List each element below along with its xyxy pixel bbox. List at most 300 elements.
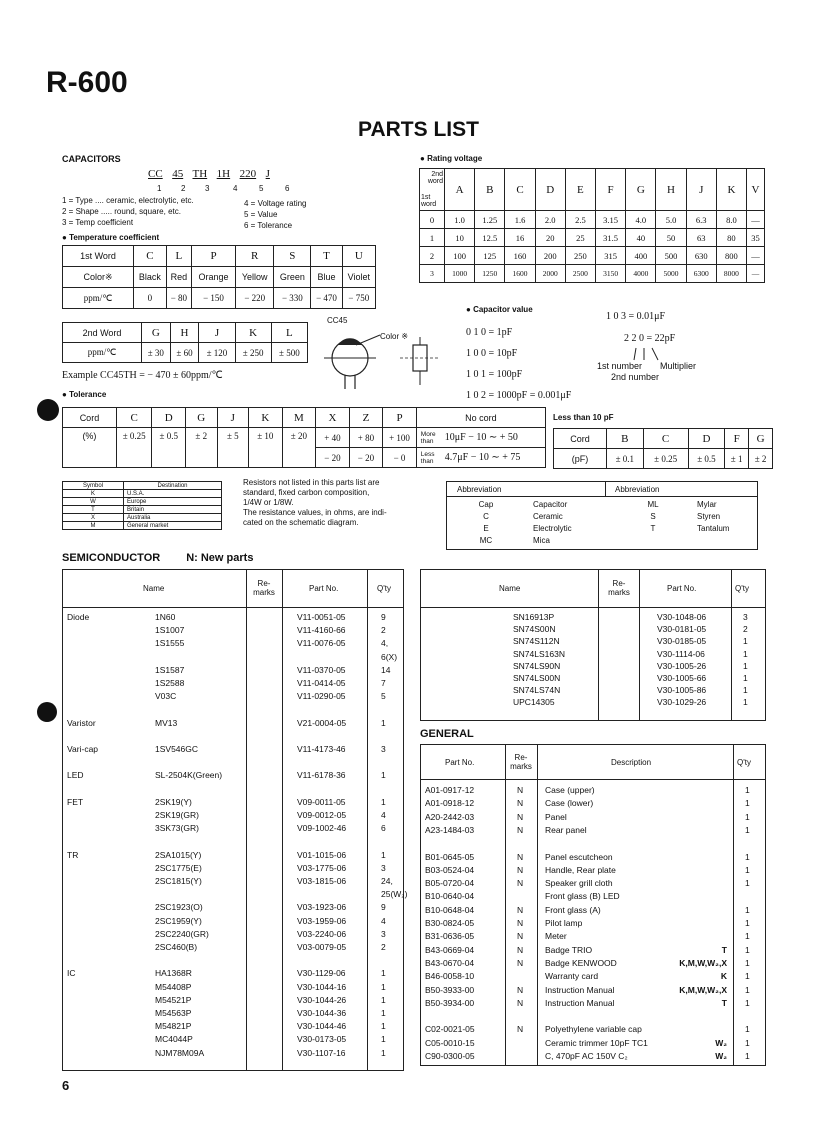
- general-remarks: N: [517, 944, 524, 955]
- abbrev-header: Abbreviation: [457, 485, 502, 494]
- semi-part-no: V11-0051-05: [297, 612, 346, 622]
- table-row: [421, 985, 765, 998]
- cell: S: [274, 246, 311, 267]
- cell: 16: [505, 229, 535, 247]
- cell: K: [235, 323, 271, 343]
- semi-name: 2SC460(B): [155, 942, 198, 952]
- destination-table: [62, 481, 222, 530]
- general-part-no: C02-0021-05: [425, 1024, 475, 1035]
- semi-name: 2SK19(GR): [155, 810, 199, 820]
- general-destination: K,M,W,W₂,X: [679, 957, 727, 968]
- semi-qty: 3: [381, 744, 386, 754]
- cell: + 80: [349, 428, 383, 448]
- general-description: Case (lower): [545, 798, 594, 809]
- semi-qty: 9: [381, 612, 386, 622]
- semi-qty: 1: [743, 673, 748, 683]
- cell: H: [170, 323, 199, 343]
- table-row: [421, 905, 765, 918]
- table-row: [63, 810, 403, 823]
- cell: Orange: [191, 267, 235, 288]
- general-part-no: B46-0058-10: [425, 971, 475, 982]
- general-col-header: Re-marks: [510, 753, 532, 771]
- table-row: [421, 865, 765, 878]
- semi-part-no: V11-0076-05: [297, 638, 346, 649]
- table-row: [420, 229, 765, 247]
- general-col-header: Part No.: [445, 758, 475, 767]
- general-description: Polyethylene variable cap: [545, 1024, 642, 1035]
- semi-col-header: Part No.: [667, 584, 697, 593]
- more-than-label: More than: [420, 430, 436, 445]
- semi-part-no: V30-1107-16: [297, 1047, 346, 1058]
- temp-coefficient-table-1: [62, 245, 376, 309]
- table-row: [63, 638, 403, 651]
- semi-part-no: V11-0370-05: [297, 664, 346, 675]
- semi-category: Vari-cap: [67, 744, 99, 754]
- table-row: [421, 798, 765, 811]
- general-part-no: A01-0917-12: [425, 785, 475, 795]
- semi-part-no: V30-1044-26: [297, 994, 347, 1005]
- value-line: 0 1 0 = 1pF: [466, 327, 513, 338]
- more-than-value: 10μF − 10 ∼ + 50: [444, 431, 518, 443]
- general-remarks: N: [517, 904, 524, 915]
- table-row: [421, 785, 765, 798]
- abbrev-row: [447, 523, 757, 535]
- semi-qty: 1: [381, 1021, 386, 1032]
- general-part-no: C90-0300-05: [425, 1051, 475, 1061]
- cell: 100: [445, 247, 475, 265]
- abbreviation-table: [446, 481, 758, 550]
- corner-top: 2nd word: [427, 171, 443, 185]
- table-row: [421, 931, 765, 944]
- note-line: The resistance values, in ohms, are indi-: [243, 508, 387, 517]
- abbrev-body: [447, 499, 757, 547]
- semi-qty: 4,: [381, 638, 389, 649]
- abbrev-meaning: Capacitor: [533, 500, 568, 509]
- semi-part-no: V30-1005-86: [657, 685, 707, 696]
- cell: C: [116, 408, 152, 428]
- cell: L: [166, 246, 191, 267]
- semi-header-divider: [421, 607, 765, 608]
- semi-name: V03C: [155, 691, 177, 702]
- cell: 50: [656, 229, 686, 247]
- cell: Yellow: [236, 267, 274, 288]
- semi-name: MV13: [155, 717, 178, 728]
- general-header-divider: [421, 779, 765, 780]
- general-heading: GENERAL: [420, 728, 474, 740]
- rating-heading-text: Rating voltage: [427, 154, 483, 163]
- table-row: [63, 506, 222, 514]
- general-part-no: B43-0669-04: [425, 944, 475, 955]
- semi-name: 1S1587: [155, 664, 185, 675]
- general-qty: 1: [745, 997, 750, 1008]
- table-row: [421, 852, 765, 865]
- general-qty: 1: [745, 798, 750, 809]
- resistor-note: [243, 478, 387, 528]
- value-arrows: [628, 346, 668, 362]
- cell: X: [316, 408, 350, 428]
- general-qty: 1: [745, 984, 750, 995]
- cell: Australia: [124, 514, 222, 522]
- value-line: 1 0 2 = 1000pF = 0.001μF: [466, 390, 572, 401]
- cell: Z: [349, 408, 383, 428]
- general-description: Instruction Manual: [545, 997, 615, 1008]
- abbrev-row: [447, 499, 757, 511]
- table-row: [63, 482, 222, 490]
- semi-col-header: Re-marks: [608, 579, 630, 597]
- cell: 8000: [716, 265, 746, 283]
- semi-qty: 4: [381, 810, 386, 820]
- abbrev-row: [447, 511, 757, 523]
- table-row: [421, 1024, 765, 1037]
- cell: − 20: [316, 448, 350, 468]
- table-row: [63, 876, 403, 889]
- general-qty: 1: [745, 957, 750, 968]
- cell: Cord: [63, 408, 117, 428]
- general-part-no: B03-0524-04: [425, 864, 475, 875]
- general-part-no: B50-3934-00: [425, 997, 475, 1008]
- cell: 2500: [565, 265, 595, 283]
- general-qty: 1: [745, 864, 750, 875]
- semi-name: SN74LS74N: [513, 685, 561, 696]
- cell: H: [656, 169, 686, 211]
- cell: Blue: [311, 267, 342, 288]
- semi-part-no: V09-0011-05: [297, 796, 346, 807]
- table-row: [63, 1034, 403, 1047]
- rating-voltage-heading: ● Rating voltage: [420, 154, 483, 163]
- table-row: [63, 691, 403, 704]
- table-row: [421, 1011, 765, 1024]
- cell: Britain: [124, 506, 222, 514]
- cell: 1: [420, 229, 445, 247]
- general-qty: 1: [745, 971, 750, 982]
- value-example-2: 2 2 0 = 22pF: [624, 333, 676, 344]
- cell: 35: [747, 229, 765, 247]
- cell: W: [63, 498, 124, 506]
- cell: A: [445, 169, 475, 211]
- semi-part-no: V30-1044-36: [297, 1008, 347, 1018]
- cell: E: [565, 169, 595, 211]
- table-row: [63, 850, 403, 863]
- punch-hole-top: [37, 399, 59, 421]
- semi-part-no: V30-1029-26: [657, 697, 707, 708]
- cell: − 470: [311, 288, 342, 309]
- cell: —: [747, 265, 765, 283]
- semi-part-no: V09-1002-46: [297, 823, 347, 834]
- code-part: 220: [239, 168, 257, 180]
- general-description: Front glass (B) LED: [545, 891, 620, 902]
- code-part: CC: [148, 168, 163, 180]
- legend-line: 2 = Shape ..... round, square, etc.: [62, 207, 181, 216]
- cell: T: [63, 506, 124, 514]
- table-row: [63, 665, 403, 678]
- table-row: [554, 449, 773, 469]
- table-row: [421, 918, 765, 931]
- note-line: cated on the schematic diagram.: [243, 518, 359, 527]
- table-row: [421, 812, 765, 825]
- general-part-no: B31-0636-05: [425, 931, 475, 942]
- cell: 6.3: [686, 211, 716, 229]
- general-remarks: N: [517, 957, 524, 968]
- semi-name: UPC14305: [513, 697, 555, 708]
- table-row: [63, 678, 403, 691]
- cell: T: [311, 246, 342, 267]
- code-num: 2: [181, 184, 186, 193]
- semi-qty: 3: [381, 862, 386, 873]
- cell: 500: [656, 247, 686, 265]
- code-part: J: [265, 168, 270, 180]
- general-remarks: N: [517, 785, 524, 795]
- general-destination: T: [721, 997, 727, 1008]
- cell: J: [217, 408, 249, 428]
- tolerance-heading-text: Tolerance: [69, 390, 107, 399]
- semi-name: SN74LS163N: [513, 648, 565, 659]
- general-qty: 1: [745, 811, 750, 822]
- cell: 2.0: [535, 211, 565, 229]
- general-qty: 1: [745, 944, 750, 955]
- general-description: Speaker grill cloth: [545, 878, 613, 889]
- cell: 10: [445, 229, 475, 247]
- legend-line: 1 = Type .... ceramic, electrolytic, etc.: [62, 196, 194, 205]
- abbrev-meaning: Styren: [697, 512, 721, 521]
- cell: 630: [686, 247, 716, 265]
- table-row: [63, 982, 403, 995]
- semi-category: LED: [67, 770, 84, 781]
- semi-col-header: Re-marks: [253, 579, 275, 597]
- cell: − 150: [191, 288, 235, 309]
- cell: U.S.A.: [124, 490, 222, 498]
- semiconductor-table-left: [62, 569, 408, 1071]
- cell: J: [686, 169, 716, 211]
- general-description: Instruction Manual: [545, 984, 615, 995]
- value-line: 1 0 0 = 10pF: [466, 348, 518, 359]
- cell: 1.6: [505, 211, 535, 229]
- less-than-10pf-heading: Less than 10 pF: [553, 413, 614, 422]
- table-row: [63, 770, 403, 783]
- semi-part-no: V01-1015-06: [297, 849, 347, 860]
- cell: 4000: [626, 265, 656, 283]
- semi-name: SN74LS90N: [513, 660, 561, 671]
- cell: Cord: [554, 429, 607, 449]
- general-remarks: N: [517, 811, 524, 822]
- semi-qty: 6(X): [381, 651, 398, 662]
- semi-name: 2SC2240(GR): [155, 928, 209, 939]
- cell: K: [63, 490, 124, 498]
- cell: 1000: [445, 265, 475, 283]
- semi-name: 1N60: [155, 612, 176, 622]
- cell: ± 20: [282, 428, 316, 468]
- table-row: [554, 429, 773, 449]
- semi-part-no: V11-6178-36: [297, 770, 346, 781]
- table-row: [63, 744, 403, 757]
- legend-line: 3 = Temp coefficient: [62, 218, 134, 227]
- cell: 63: [686, 229, 716, 247]
- semi-qty: 1: [381, 770, 386, 781]
- cell: No cord: [416, 408, 545, 428]
- table-row: [63, 428, 546, 448]
- capacitors-heading: CAPACITORS: [62, 154, 121, 164]
- first-number-label: 1st number: [597, 361, 643, 371]
- cell: 160: [505, 247, 535, 265]
- semi-qty: 7: [381, 678, 386, 688]
- cell: 0: [420, 211, 445, 229]
- cell: 20: [535, 229, 565, 247]
- semi-name: SN16913P: [513, 612, 555, 622]
- table-row: [421, 685, 765, 697]
- semi-name: 1S1007: [155, 625, 185, 636]
- semi-part-no: V03-1923-06: [297, 902, 347, 913]
- cell: F: [596, 169, 626, 211]
- semi-qty: 1: [381, 1008, 386, 1018]
- abbrev-code: S: [650, 512, 656, 521]
- cell: 200: [535, 247, 565, 265]
- table-row: [63, 955, 403, 968]
- cell: 6300: [686, 265, 716, 283]
- capacitor-value-lines: [466, 322, 571, 406]
- semi-name: SN74LS00N: [513, 673, 561, 683]
- abbrev-meaning: Electrolytic: [533, 524, 572, 533]
- semi-qty: 1: [743, 685, 748, 696]
- semi-qty: 25(W₂): [381, 889, 408, 900]
- cell: M: [282, 408, 316, 428]
- cell: (%): [63, 428, 117, 468]
- table-row: [421, 998, 765, 1011]
- cell: − 80: [166, 288, 191, 309]
- table-row: [63, 514, 222, 522]
- capacitor-code-numbers: [157, 184, 289, 193]
- general-table: [420, 744, 766, 1066]
- cell: G: [142, 323, 171, 343]
- general-remarks: N: [517, 798, 524, 809]
- general-remarks: N: [517, 984, 524, 995]
- semi-name: HA1368R: [155, 968, 192, 979]
- cell: D: [688, 429, 725, 449]
- cell: 5000: [656, 265, 686, 283]
- cell: G: [626, 169, 656, 211]
- table-row: [421, 612, 765, 624]
- semi-part-no: V11-0290-05: [297, 691, 346, 702]
- semi-col-header: Part No.: [309, 584, 339, 593]
- cell: − 20: [349, 448, 383, 468]
- cell: M: [63, 522, 124, 530]
- cell: 40: [626, 229, 656, 247]
- corner-bottom: 1st word: [421, 194, 437, 208]
- general-description: Ceramic trimmer 10pF TC1: [545, 1037, 648, 1048]
- cell: ± 0.25: [116, 428, 152, 468]
- general-qty: 1: [745, 904, 750, 915]
- capacitor-diagram: [312, 325, 442, 395]
- semi-part-no: V30-1005-26: [657, 660, 707, 671]
- semi-name: 2SC1959(Y): [155, 915, 202, 926]
- abbrev-meaning: Mica: [533, 536, 550, 545]
- cell: − 330: [274, 288, 311, 309]
- table-row: [63, 498, 222, 506]
- cell: L: [271, 323, 307, 343]
- cell: ± 0.5: [152, 428, 186, 468]
- cell: ppm/℃: [63, 288, 134, 309]
- cell: ± 0.5: [688, 449, 725, 469]
- general-qty: 1: [745, 931, 750, 942]
- semi-name: M54563P: [155, 1008, 192, 1018]
- second-number-label: 2nd number: [611, 372, 660, 382]
- page-title: PARTS LIST: [358, 118, 479, 141]
- cell: 31.5: [596, 229, 626, 247]
- table-row: [420, 211, 765, 229]
- cell: 3.15: [596, 211, 626, 229]
- cell: ± 30: [142, 343, 171, 363]
- semi-part-no: V11-4160-66: [297, 625, 346, 636]
- cell: 5.0: [656, 211, 686, 229]
- cell: C: [643, 429, 688, 449]
- cell: 0: [134, 288, 167, 309]
- general-description: Handle, Rear plate: [545, 864, 616, 875]
- semi-qty: 1: [743, 660, 748, 671]
- code-num: 6: [285, 184, 290, 193]
- semi-name: 1S1555: [155, 638, 185, 649]
- general-part-no: B30-0824-05: [425, 918, 475, 928]
- general-description: Badge TRIO: [545, 944, 593, 955]
- semi-name: MC4044P: [155, 1034, 193, 1045]
- table-row: [63, 731, 403, 744]
- semi-qty: 1: [381, 1034, 386, 1045]
- semi-qty: 1: [381, 849, 386, 860]
- semi-qty: 1: [381, 796, 386, 807]
- table-row: [421, 878, 765, 891]
- semi-part-no: V30-0181-05: [657, 624, 707, 635]
- table-row: [63, 757, 403, 770]
- table-row: [63, 1021, 403, 1034]
- table-row: [421, 636, 765, 648]
- table-row: [63, 889, 408, 902]
- general-part-no: A20-2442-03: [425, 811, 475, 822]
- cell: ± 60: [170, 343, 199, 363]
- legend-line: 6 = Tolerance: [244, 221, 293, 230]
- table-row: [63, 836, 403, 849]
- table-row: [421, 649, 765, 661]
- new-parts-note: N: New parts: [186, 552, 254, 564]
- abbrev-header-divider: [605, 482, 606, 496]
- cell: 800: [716, 247, 746, 265]
- general-part-no: A01-0918-12: [425, 798, 475, 809]
- general-part-no: A23-1484-03: [425, 824, 475, 835]
- cell: 400: [626, 247, 656, 265]
- table-row: [421, 673, 765, 685]
- color-mark-label: Color ※: [380, 332, 409, 341]
- cell: ± 0.25: [643, 449, 688, 469]
- semi-part-no: V30-1114-06: [657, 648, 705, 659]
- semi-qty: 24,: [381, 876, 393, 886]
- abbrev-code: C: [483, 512, 489, 521]
- semi-qty: 14: [381, 664, 391, 675]
- semi-qty: 4: [381, 915, 386, 926]
- table-row: [421, 971, 765, 984]
- cell: 250: [565, 247, 595, 265]
- semi-part-no: V03-1815-06: [297, 876, 347, 886]
- cc45-label: CC45: [327, 316, 348, 325]
- semi-part-no: V30-1044-16: [297, 981, 347, 992]
- semi-name: 2SC1775(E): [155, 862, 202, 873]
- table-row: [63, 490, 222, 498]
- general-part-no: B05-0720-04: [425, 878, 475, 889]
- cell: 315: [596, 247, 626, 265]
- less-than-label: Less than: [420, 450, 435, 465]
- cell: Black: [134, 267, 167, 288]
- temp-heading-text: Temperature coefficient: [69, 233, 160, 242]
- table-row: [420, 265, 765, 283]
- general-part-no: B10-0648-04: [425, 904, 475, 915]
- cell: R: [236, 246, 274, 267]
- semi-qty: 2: [743, 624, 748, 635]
- general-part-no: B10-0640-04: [425, 891, 475, 902]
